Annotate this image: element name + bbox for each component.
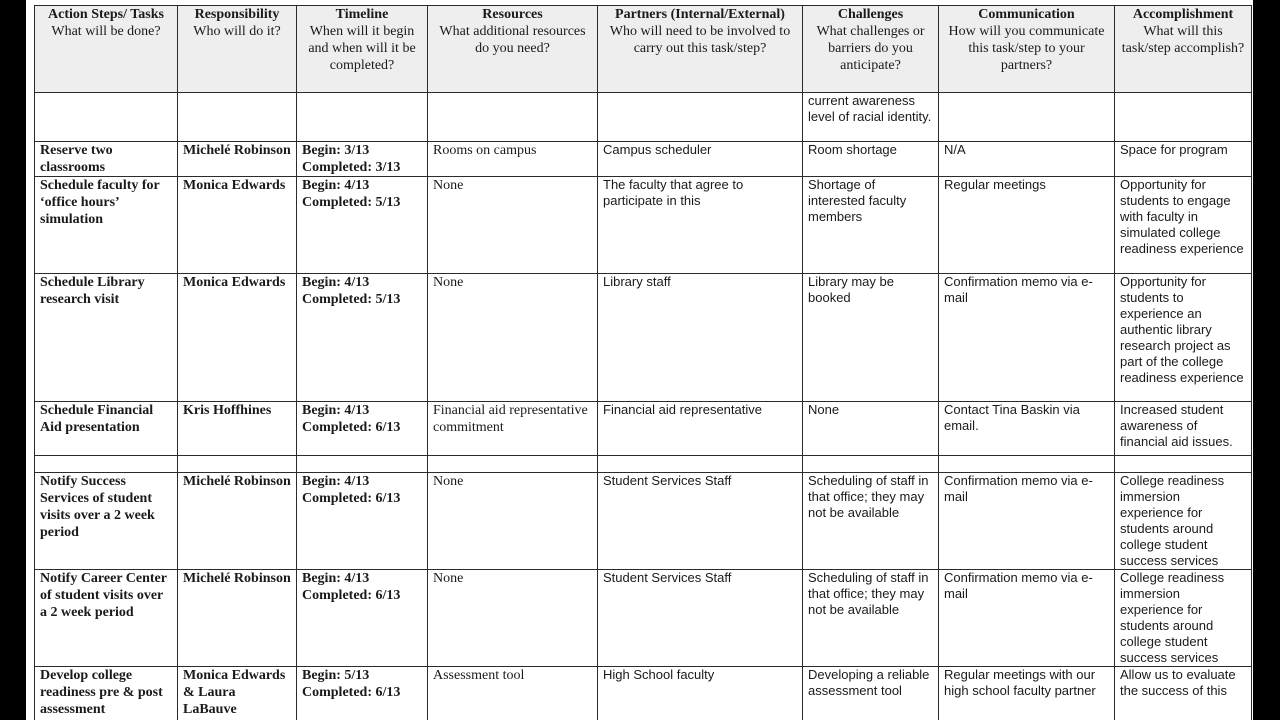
- challenges-cell: [803, 570, 939, 667]
- timeline-completed: Completed: 6/13: [302, 588, 401, 603]
- partners-cell: [598, 402, 803, 456]
- challenges-text: Library may be booked: [808, 274, 894, 305]
- communication-cell: [939, 667, 1115, 720]
- partners-cell: [598, 456, 803, 473]
- accomplishment-text: Opportunity for students to engage with faculty in simulated college readiness experience: [1120, 177, 1244, 256]
- challenges-cell: [803, 274, 939, 402]
- responsibility-cell: [178, 177, 297, 274]
- responsibility-text: Kris Hoffhines: [183, 403, 272, 418]
- table-row: [35, 274, 1252, 402]
- accomplishment-cell: [1115, 274, 1252, 402]
- responsibility-text: Monica Edwards: [183, 275, 286, 290]
- task-cell: [35, 93, 178, 142]
- communication-text: Contact Tina Baskin via email.: [944, 402, 1080, 433]
- task-cell: [35, 570, 178, 667]
- timeline-cell: [297, 142, 428, 177]
- timeline-completed: Completed: 6/13: [302, 491, 401, 506]
- timeline-begin: Begin: 4/13: [302, 474, 370, 489]
- accomplishment-cell: [1115, 402, 1252, 456]
- partners-text: Student Services Staff: [603, 570, 732, 585]
- resources-text: Rooms on campus: [433, 143, 537, 158]
- task-text: Schedule faculty for ‘office hours’ simulation: [40, 178, 160, 227]
- resources-text: Financial aid representative commitment: [433, 403, 588, 435]
- responsibility-cell: [178, 142, 297, 177]
- table-row: [35, 177, 1252, 274]
- challenges-cell: [803, 473, 939, 570]
- column-header-responsibility: Responsibility Who will do it?: [178, 6, 297, 93]
- communication-text: Confirmation memo via e-mail: [944, 473, 1093, 504]
- accomplishment-cell: [1115, 456, 1252, 473]
- communication-text: Confirmation memo via e-mail: [944, 274, 1093, 305]
- accomplishment-cell: [1115, 473, 1252, 570]
- communication-text: N/A: [944, 142, 966, 157]
- accomplishment-text: Opportunity for students to experience an authentic library research project as part of the college readiness experience: [1120, 274, 1244, 385]
- task-cell: [35, 274, 178, 402]
- resources-cell: [428, 667, 598, 720]
- task-cell: [35, 456, 178, 473]
- accomplishment-text: College readiness immersion experience for students around college student success services: [1120, 570, 1225, 665]
- timeline-begin: Begin: 4/13: [302, 403, 370, 418]
- resources-text: Assessment tool: [433, 668, 525, 683]
- responsibility-cell: [178, 667, 297, 720]
- timeline-completed: Completed: 5/13: [302, 195, 401, 210]
- responsibility-cell: [178, 402, 297, 456]
- partners-text: The faculty that agree to participate in this: [603, 177, 744, 208]
- challenges-text: current awareness level of racial identity.: [808, 93, 932, 124]
- resources-text: None: [433, 571, 464, 586]
- accomplishment-cell: [1115, 570, 1252, 667]
- timeline-completed: Completed: 5/13: [302, 292, 401, 307]
- challenges-cell: [803, 93, 939, 142]
- communication-cell: [939, 274, 1115, 402]
- partners-cell: [598, 177, 803, 274]
- timeline-completed: Completed: 6/13: [302, 685, 401, 700]
- task-text: Notify Career Center of student visits over a 2 week period: [40, 571, 167, 620]
- communication-text: Regular meetings with our high school faculty partner: [944, 667, 1096, 698]
- task-cell: [35, 402, 178, 456]
- resources-text: None: [433, 474, 464, 489]
- header-row: [35, 6, 1252, 93]
- partners-text: Campus scheduler: [603, 142, 712, 157]
- challenges-cell: [803, 142, 939, 177]
- resources-cell: [428, 177, 598, 274]
- timeline-cell: [297, 456, 428, 473]
- timeline-begin: Begin: 4/13: [302, 178, 370, 193]
- task-text: Schedule Library research visit: [40, 275, 145, 307]
- column-header-partners: Partners (Internal/External) Who will need to be involved to carry out this task/step?: [598, 6, 803, 93]
- responsibility-cell: [178, 456, 297, 473]
- communication-cell: [939, 456, 1115, 473]
- partners-cell: [598, 142, 803, 177]
- action-plan-table: [34, 5, 1252, 720]
- resources-cell: [428, 93, 598, 142]
- responsibility-text: Michelé Robinson: [183, 571, 291, 586]
- partners-cell: [598, 473, 803, 570]
- table-row: [35, 93, 1252, 142]
- table-row: [35, 402, 1252, 456]
- challenges-text: Developing a reliable assessment tool: [808, 667, 930, 698]
- communication-cell: [939, 473, 1115, 570]
- accomplishment-cell: [1115, 93, 1252, 142]
- resources-cell: [428, 570, 598, 667]
- accomplishment-text: Space for program: [1120, 142, 1228, 157]
- partners-cell: [598, 667, 803, 720]
- task-text: Develop college readiness pre & post assessment: [40, 668, 163, 717]
- task-text: Reserve two classrooms: [40, 143, 113, 175]
- task-text: Notify Success Services of student visits over a 2 week period: [40, 474, 155, 540]
- timeline-cell: [297, 93, 428, 142]
- timeline-cell: [297, 402, 428, 456]
- communication-text: Confirmation memo via e-mail: [944, 570, 1093, 601]
- table-row: [35, 667, 1252, 720]
- partners-text: Library staff: [603, 274, 671, 289]
- responsibility-text: Monica Edwards: [183, 178, 286, 193]
- timeline-cell: [297, 570, 428, 667]
- challenges-cell: [803, 402, 939, 456]
- timeline-begin: Begin: 3/13: [302, 143, 370, 158]
- table-body: [35, 93, 1252, 720]
- challenges-text: Shortage of interested faculty members: [808, 177, 907, 224]
- challenges-text: Scheduling of staff in that office; they may not be available: [808, 473, 929, 520]
- table-row: [35, 456, 1252, 473]
- resources-cell: [428, 456, 598, 473]
- challenges-text: Room shortage: [808, 142, 897, 157]
- timeline-begin: Begin: 4/13: [302, 571, 370, 586]
- column-header-accomplishment: Accomplishment What will this task/step accomplish?: [1115, 6, 1252, 93]
- accomplishment-cell: [1115, 177, 1252, 274]
- communication-cell: [939, 402, 1115, 456]
- timeline-completed: Completed: 3/13: [302, 160, 401, 175]
- timeline-begin: Begin: 4/13: [302, 275, 370, 290]
- responsibility-cell: [178, 570, 297, 667]
- communication-text: Regular meetings: [944, 177, 1046, 192]
- timeline-cell: [297, 177, 428, 274]
- task-cell: [35, 142, 178, 177]
- column-header-communication: Communication How will you communicate this task/step to your partners?: [939, 6, 1115, 93]
- challenges-text: Scheduling of staff in that office; they may not be available: [808, 570, 929, 617]
- accomplishment-cell: [1115, 667, 1252, 720]
- partners-cell: [598, 274, 803, 402]
- timeline-cell: [297, 667, 428, 720]
- task-cell: [35, 177, 178, 274]
- communication-cell: [939, 570, 1115, 667]
- timeline-completed: Completed: 6/13: [302, 420, 401, 435]
- task-cell: [35, 667, 178, 720]
- task-text: Schedule Financial Aid presentation: [40, 403, 154, 435]
- partners-text: Student Services Staff: [603, 473, 732, 488]
- responsibility-cell: [178, 93, 297, 142]
- column-header-timeline: Timeline When will it begin and when will it be completed?: [297, 6, 428, 93]
- column-header-challenges: Challenges What challenges or barriers do you anticipate?: [803, 6, 939, 93]
- partners-cell: [598, 570, 803, 667]
- partners-text: Financial aid representative: [603, 402, 762, 417]
- accomplishment-cell: [1115, 142, 1252, 177]
- communication-cell: [939, 177, 1115, 274]
- timeline-cell: [297, 473, 428, 570]
- document-page: [26, 0, 1253, 720]
- partners-text: High School faculty: [603, 667, 715, 682]
- challenges-cell: [803, 667, 939, 720]
- table-row: [35, 473, 1252, 570]
- resources-text: None: [433, 178, 464, 193]
- column-header-action-steps: Action Steps/ Tasks What will be done?: [35, 6, 178, 93]
- accomplishment-text: Allow us to evaluate the success of this: [1120, 667, 1236, 698]
- accomplishment-text: Increased student awareness of financial aid issues.: [1120, 402, 1233, 449]
- resources-cell: [428, 274, 598, 402]
- accomplishment-text: College readiness immersion experience for students around college student success services: [1120, 473, 1225, 568]
- table-row: [35, 570, 1252, 667]
- responsibility-text: Michelé Robinson: [183, 143, 291, 158]
- challenges-cell: [803, 456, 939, 473]
- resources-text: None: [433, 275, 464, 290]
- challenges-cell: [803, 177, 939, 274]
- responsibility-text: Monica Edwards & Laura LaBauve: [183, 668, 286, 717]
- communication-cell: [939, 93, 1115, 142]
- responsibility-text: Michelé Robinson: [183, 474, 291, 489]
- column-header-resources: Resources What additional resources do you need?: [428, 6, 598, 93]
- resources-cell: [428, 402, 598, 456]
- partners-cell: [598, 93, 803, 142]
- resources-cell: [428, 142, 598, 177]
- table-row: [35, 142, 1252, 177]
- timeline-cell: [297, 274, 428, 402]
- task-cell: [35, 473, 178, 570]
- resources-cell: [428, 473, 598, 570]
- responsibility-cell: [178, 473, 297, 570]
- responsibility-cell: [178, 274, 297, 402]
- timeline-begin: Begin: 5/13: [302, 668, 370, 683]
- challenges-text: None: [808, 402, 840, 417]
- communication-cell: [939, 142, 1115, 177]
